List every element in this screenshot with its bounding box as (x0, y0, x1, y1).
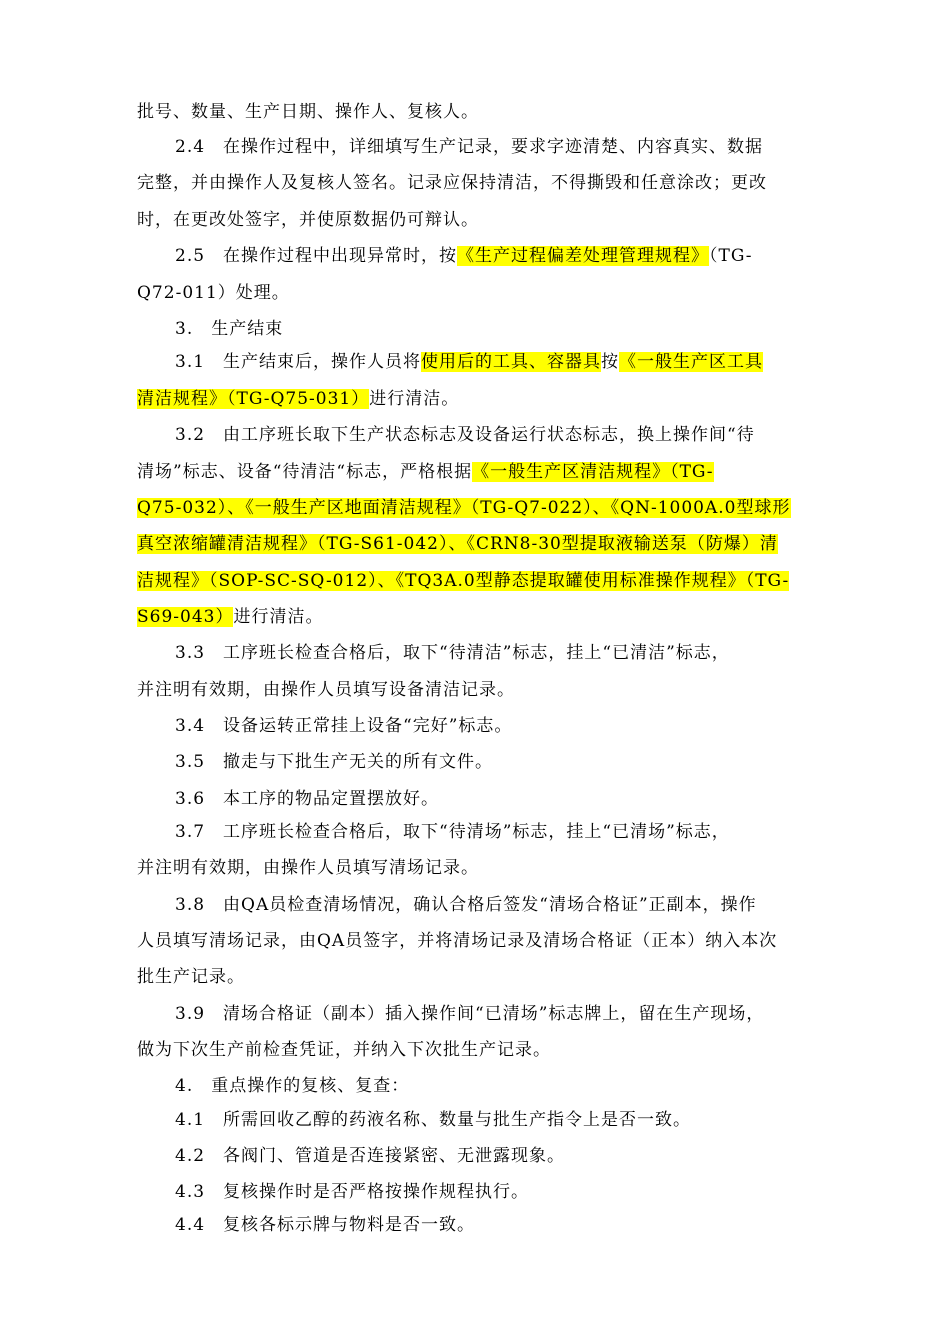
text-run: 3.8 由QA员检查清场情况，确认合格后签发“清场合格证”正副本，操作 (175, 895, 757, 915)
text-line (175, 1213, 475, 1237)
text-line (137, 100, 479, 124)
text-run: 完整，并由操作人及复核人签名。记录应保持清洁，不得撕毁和任意涂改；更改 (137, 173, 767, 193)
text-line (175, 135, 763, 159)
text-run: （TG- (709, 246, 753, 266)
text-run: 2.4 在操作过程中，详细填写生产记录，要求字迹清楚、内容真实、数据 (175, 137, 764, 157)
text-line (137, 678, 515, 702)
text-line (175, 641, 730, 665)
text-line (175, 820, 730, 844)
text-line (137, 496, 791, 520)
text-run: 人员填写清场记录，由QA员签字，并将清场记录及清场合格证（正本）纳入本次 (137, 931, 778, 951)
text-line (175, 244, 753, 268)
text-run: 3.6 本工序的物品定置摆放好。 (175, 789, 440, 809)
text-run: 3.1 生产结束后，操作人员将 (175, 352, 422, 372)
text-line (175, 423, 755, 447)
text-run: 3.3 工序班长检查合格后，取下“待清洁”标志，挂上“已清洁”标志， (175, 643, 730, 663)
text-run: 3.7 工序班长检查合格后，取下“待清场”标志，挂上“已清场”标志， (175, 822, 730, 842)
text-line (175, 1002, 764, 1026)
text-run: 清场”标志、设备“待清洁“标志，严格根据 (137, 462, 473, 482)
text-run: 4.4 复核各标示牌与物料是否一致。 (175, 1215, 476, 1235)
highlighted-reference: 清洁规程》（TG-Q75-031） (137, 389, 370, 409)
highlighted-reference: 《一般生产区工具 (619, 352, 764, 372)
text-run: 4.1 所需回收乙醇的药液名称、数量与批生产指令上是否一致。 (175, 1110, 692, 1130)
text-run: 4. 重点操作的复核、复查： (175, 1076, 410, 1096)
text-run: 时，在更改处签字，并使原数据仍可辩认。 (137, 210, 479, 230)
text-line (175, 714, 512, 738)
highlighted-reference: S69-043） (137, 607, 234, 627)
text-run: 3.9 清场合格证（副本）插入操作间“已清场”标志牌上，留在生产现场， (175, 1004, 765, 1024)
section-heading (175, 1074, 409, 1098)
highlighted-reference: 洁规程》（SOP-SC-SQ-012）、《TQ3A.0型静态提取罐使用标准操作规程》（TG- (137, 571, 790, 591)
text-run: 进行清洁。 (233, 607, 324, 627)
text-line (175, 750, 493, 774)
text-run: Q72-011）处理。 (137, 283, 290, 303)
text-line (137, 532, 778, 556)
text-run: 4.3 复核操作时是否严格按操作规程执行。 (175, 1182, 530, 1202)
text-line (137, 965, 245, 989)
text-line (137, 605, 323, 629)
text-line (175, 787, 439, 811)
text-line (175, 1180, 529, 1204)
text-line (137, 569, 789, 593)
text-line (137, 1038, 551, 1062)
text-run: 按 (601, 352, 620, 372)
highlighted-reference: 《一般生产区清洁规程》（TG- (472, 462, 714, 482)
text-run: 4.2 各阀门、管道是否连接紧密、无泄露现象。 (175, 1146, 566, 1166)
text-run: 做为下次生产前检查凭证，并纳入下次批生产记录。 (137, 1040, 551, 1060)
highlighted-text: 使用后的工具、容器具 (421, 352, 602, 372)
text-line (137, 208, 479, 232)
text-line (137, 387, 459, 411)
text-run: 并注明有效期，由操作人员填写清场记录。 (137, 858, 479, 878)
text-line (137, 281, 290, 305)
text-run: 进行清洁。 (369, 389, 460, 409)
text-line (175, 350, 763, 374)
text-line (137, 856, 479, 880)
highlighted-reference: 《生产过程偏差处理管理规程》 (457, 246, 710, 266)
text-run: 2.5 在操作过程中出现异常时，按 (175, 246, 458, 266)
text-line (175, 1144, 565, 1168)
text-run: 3.5 撤走与下批生产无关的所有文件。 (175, 752, 494, 772)
text-run: 3.4 设备运转正常挂上设备“完好”标志。 (175, 716, 513, 736)
text-line (137, 460, 714, 484)
highlighted-reference: Q75-032）、《一般生产区地面清洁规程》（TG-Q7-022）、《QN-1000A.0型球形 (137, 498, 791, 518)
section-heading (175, 317, 283, 341)
text-run: 批生产记录。 (137, 967, 245, 987)
text-line (137, 929, 777, 953)
text-line (175, 893, 757, 917)
text-run: 批号、数量、生产日期、操作人、复核人。 (137, 102, 479, 122)
text-line (137, 171, 767, 195)
text-run: 并注明有效期，由操作人员填写设备清洁记录。 (137, 680, 515, 700)
text-line (175, 1108, 691, 1132)
text-run: 3.2 由工序班长取下生产状态标志及设备运行状态标志，换上操作间“待 (175, 425, 755, 445)
highlighted-reference: 真空浓缩罐清洁规程》（TG-S61-042）、《CRN8-30型提取液输送泵（防爆）清 (137, 534, 778, 554)
text-run: 3. 生产结束 (175, 319, 284, 339)
